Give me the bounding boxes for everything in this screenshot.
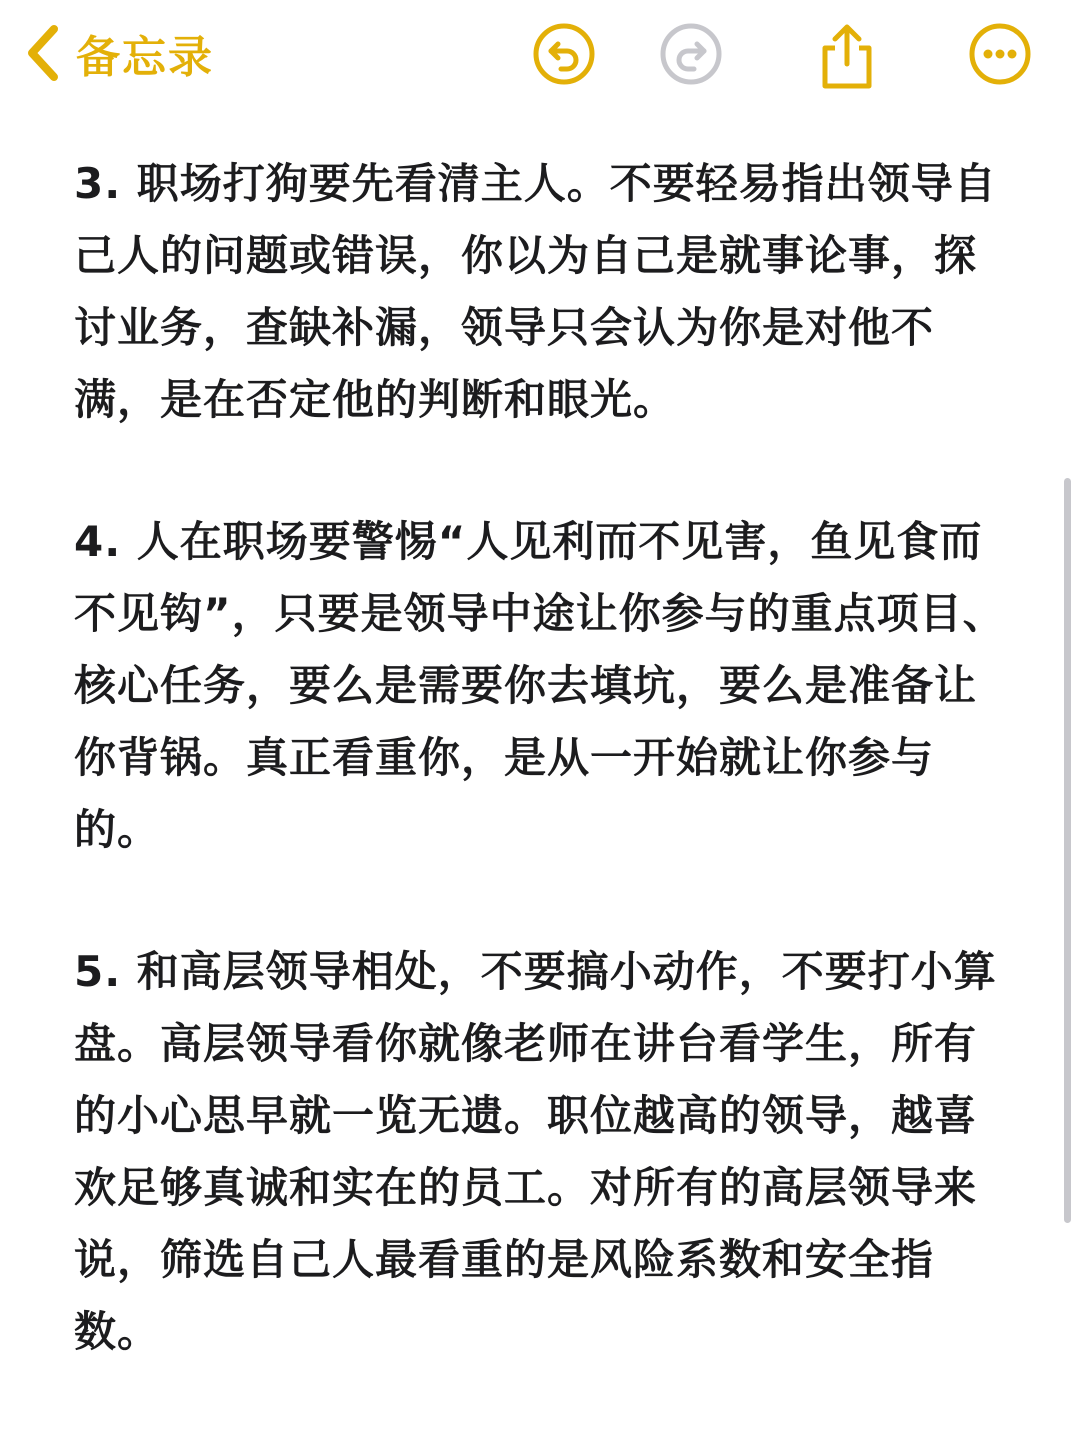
undo-button[interactable] <box>532 22 596 86</box>
back-button[interactable] <box>22 18 214 88</box>
note-paragraph: 5. 和高层领导相处，不要搞小动作，不要打小算盘。高层领导看你就像老师在讲台看学生，所有的小心思早就一览无遗。职位越高的领导，越喜欢足够真诚和实在的员工。对所有的高层领导来说，筛选自己人最看重的是风险系数和安全指数。 <box>74 947 997 1356</box>
note-body[interactable] <box>74 148 1014 1438</box>
redo-icon <box>659 22 723 86</box>
scrollbar[interactable] <box>1064 478 1071 1223</box>
notes-toolbar <box>0 0 1080 110</box>
more-icon <box>968 22 1032 86</box>
more-button[interactable] <box>968 22 1032 86</box>
share-icon <box>815 22 879 92</box>
note-paragraph: 3. 职场打狗要先看清主人。不要轻易指出领导自己人的问题或错误，你以为自己是就事论事，探讨业务，查缺补漏，领导只会认为你是对他不满，是在否定他的判断和眼光。 <box>74 159 997 424</box>
note-paragraph: 4. 人在职场要警惕“人见利而不见害，鱼见食而不见钩”，只要是领导中途让你参与的重点项目、核心任务，要么是需要你去填坑，要么是准备让你背锅。真正看重你，是从一开始就让你参与的。 <box>74 517 1006 854</box>
undo-icon <box>532 22 596 86</box>
chevron-left-icon <box>22 23 62 83</box>
back-label: 备忘录 <box>76 32 214 83</box>
share-button[interactable] <box>815 22 879 86</box>
redo-button[interactable] <box>659 22 723 86</box>
